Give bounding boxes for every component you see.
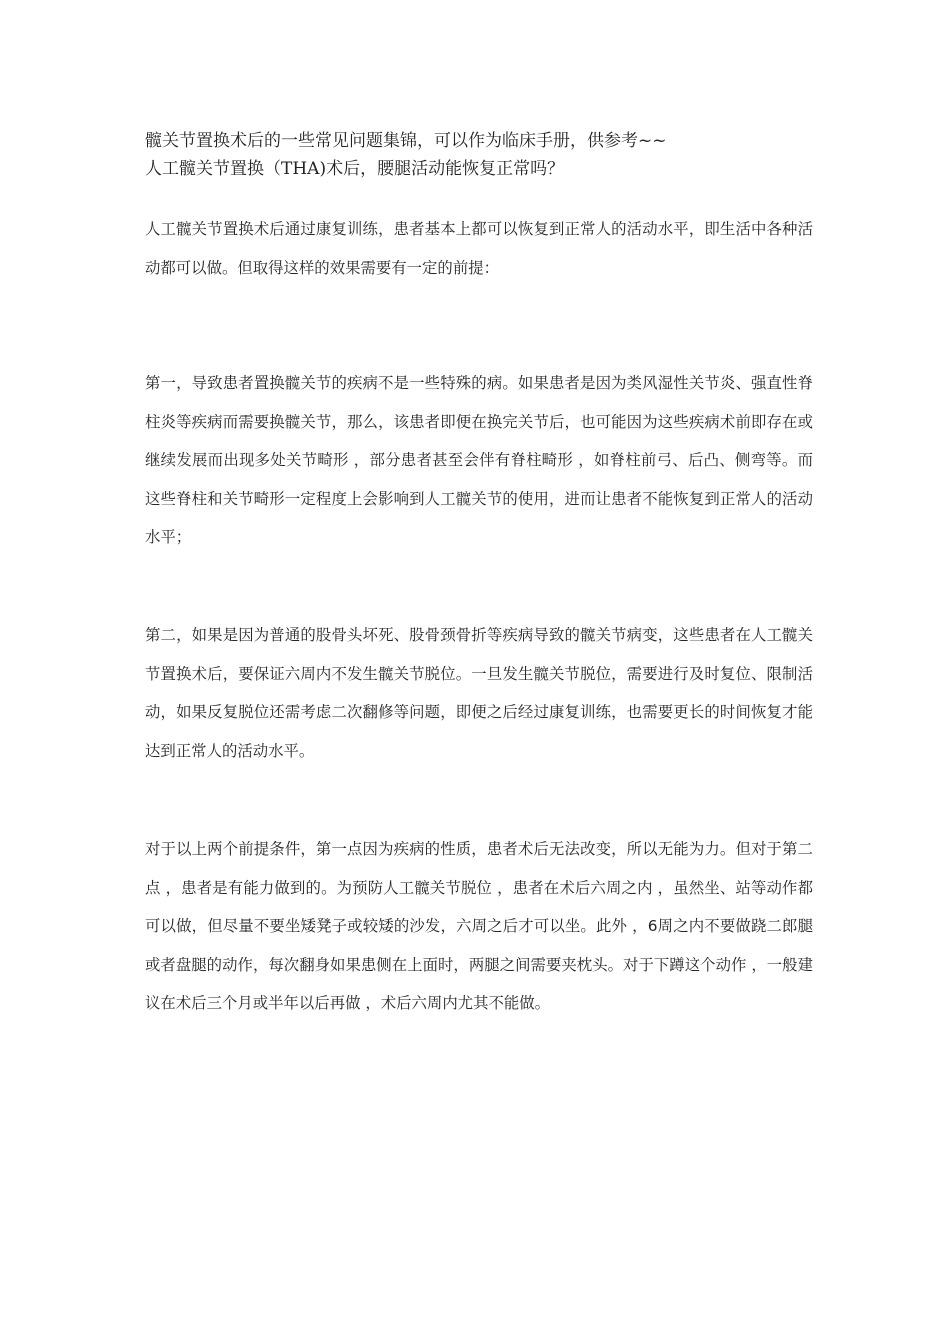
document-question-heading: 人工髋关节置换（THA)术后，腰腿活动能恢复正常吗？ [145, 159, 565, 179]
document-header [145, 127, 825, 183]
document-title: 髋关节置换术后的一些常见问题集锦，可以作为临床手册，供参考~~ [145, 131, 667, 151]
first-condition-paragraph: 第一，导致患者置换髋关节的疾病不是一些特殊的病。如果患者是因为类风湿性关节炎、强直性脊柱炎等疾病而需要换髋关节，那么，该患者即便在换完关节后，也可能因为这些疾病术前即存在或继续发展而出现多处关节畸形 ，部分患者甚至会伴有脊柱畸形 ，如脊柱前弓、后凸、侧弯等。而这些脊柱和关节畸形一定程度上会影响到人工髋关节的使用，进而让患者不能恢复到正常人的活动水平； [145, 374, 813, 546]
conclusion-paragraph: 对于以上两个前提条件，第一点因为疾病的性质，患者术后无法改变，所以无能为力。但对于第二点 ，患者是有能力做到的。为预防人工髋关节脱位 ，患者在术后六周之内 ，虽然坐、站等动作都可以做，但尽量不要坐矮凳子或较矮的沙发，六周之后才可以坐。此外 ，6周之内不要做跷二郎腿或者盘腿的动作，每次翻身如果患侧在上面时，两腿之间需要夹枕头。对于下蹲这个动作 ，一般建议在术后三个月或半年以后再做 ，术后六周内尤其不能做。 [145, 840, 813, 1012]
second-condition-paragraph: 第二，如果是因为普通的股骨头坏死、股骨颈骨折等疾病导致的髋关节病变，这些患者在人工髋关节置换术后，要保证六周内不发生髋关节脱位。一旦发生髋关节脱位，需要进行及时复位、限制活动，如果反复脱位还需考虑二次翻修等问题，即便之后经过康复训练，也需要更长的时间恢复才能达到正常人的活动水平。 [145, 626, 813, 760]
intro-paragraph: 人工髋关节置换术后通过康复训练，患者基本上都可以恢复到正常人的活动水平，即生活中各种活动都可以做。但取得这样的效果需要有一定的前提： [145, 220, 813, 277]
